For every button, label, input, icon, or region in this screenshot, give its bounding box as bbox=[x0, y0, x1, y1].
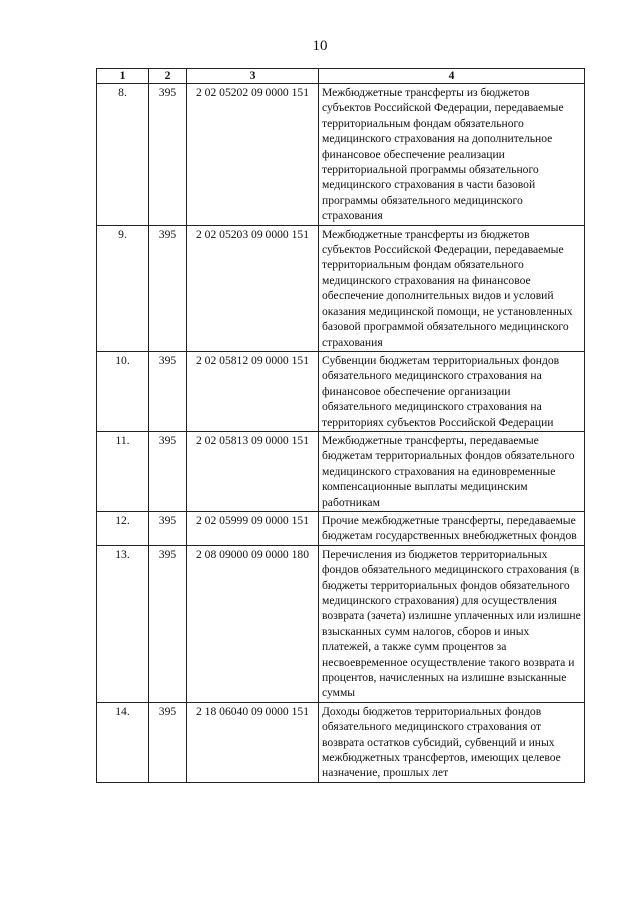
row-number: 11. bbox=[97, 431, 149, 511]
budget-code: 2 02 05999 09 0000 151 bbox=[187, 511, 319, 545]
budget-code: 2 02 05813 09 0000 151 bbox=[187, 431, 319, 511]
table-row bbox=[97, 84, 585, 226]
admin-code: 395 bbox=[149, 84, 187, 226]
table-row bbox=[97, 545, 585, 702]
header-col-4: 4 bbox=[319, 69, 585, 84]
admin-code: 395 bbox=[149, 702, 187, 782]
budget-code: 2 02 05812 09 0000 151 bbox=[187, 351, 319, 431]
admin-code: 395 bbox=[149, 225, 187, 351]
header-col-3: 3 bbox=[187, 69, 319, 84]
admin-code: 395 bbox=[149, 431, 187, 511]
table-row bbox=[97, 351, 585, 431]
admin-code: 395 bbox=[149, 511, 187, 545]
row-number: 13. bbox=[97, 545, 149, 702]
budget-code: 2 02 05202 09 0000 151 bbox=[187, 84, 319, 226]
table-header-row bbox=[97, 69, 585, 84]
row-number: 9. bbox=[97, 225, 149, 351]
description: Межбюджетные трансферты, передаваемые бюджетам территориальных фондов обязательного медицинского страхования на единовременные компенсационные выплаты медицинским работникам bbox=[319, 431, 585, 511]
table-row bbox=[97, 511, 585, 545]
admin-code: 395 bbox=[149, 545, 187, 702]
description: Доходы бюджетов территориальных фондов обязательного медицинского страхования от возврата остатков субсидий, субвенций и иных межбюджетных трансфертов, имеющих целевое назначение, прошлых лет bbox=[319, 702, 585, 782]
description: Субвенции бюджетам территориальных фондов обязательного медицинского страхования на финансовое обеспечение организации обязательного медицинского страхования на территориях субъектов Российской Федерации bbox=[319, 351, 585, 431]
row-number: 10. bbox=[97, 351, 149, 431]
row-number: 12. bbox=[97, 511, 149, 545]
description: Межбюджетные трансферты из бюджетов субъектов Российской Федерации, передаваемые территориальным фондам обязательного медицинского страхования на дополнительное финансовое обеспечение реализации территориальной программы обязательного медицинского страхования в части базовой программы обязательного медицинского страхования bbox=[319, 84, 585, 226]
budget-code: 2 18 06040 09 0000 151 bbox=[187, 702, 319, 782]
page-number: 10 bbox=[312, 38, 328, 54]
table-row bbox=[97, 225, 585, 351]
budget-codes-table bbox=[96, 68, 585, 783]
admin-code: 395 bbox=[149, 351, 187, 431]
description: Прочие межбюджетные трансферты, передаваемые бюджетам государственных внебюджетных фондов bbox=[319, 511, 585, 545]
row-number: 8. bbox=[97, 84, 149, 226]
table-row bbox=[97, 431, 585, 511]
description: Межбюджетные трансферты из бюджетов субъектов Российской Федерации, передаваемые территориальным фондам обязательного медицинского страхования на финансовое обеспечение дополнительных видов и условий оказания медицинской помощи, не установленных базовой программой обязательного медицинского страхования bbox=[319, 225, 585, 351]
table-row bbox=[97, 702, 585, 782]
budget-code: 2 02 05203 09 0000 151 bbox=[187, 225, 319, 351]
budget-code: 2 08 09000 09 0000 180 bbox=[187, 545, 319, 702]
header-col-2: 2 bbox=[149, 69, 187, 84]
header-col-1: 1 bbox=[97, 69, 149, 84]
description: Перечисления из бюджетов территориальных фондов обязательного медицинского страхования (в бюджеты территориальных фондов обязательного медицинского страхования) для осуществления возврата (зачета) излишне уплаченных или излишне взысканных сумм налогов, сборов и иных платежей, а также сумм процентов за несвоевременное осуществление такого возврата и процентов, начисленных на излишне взысканные суммы bbox=[319, 545, 585, 702]
row-number: 14. bbox=[97, 702, 149, 782]
